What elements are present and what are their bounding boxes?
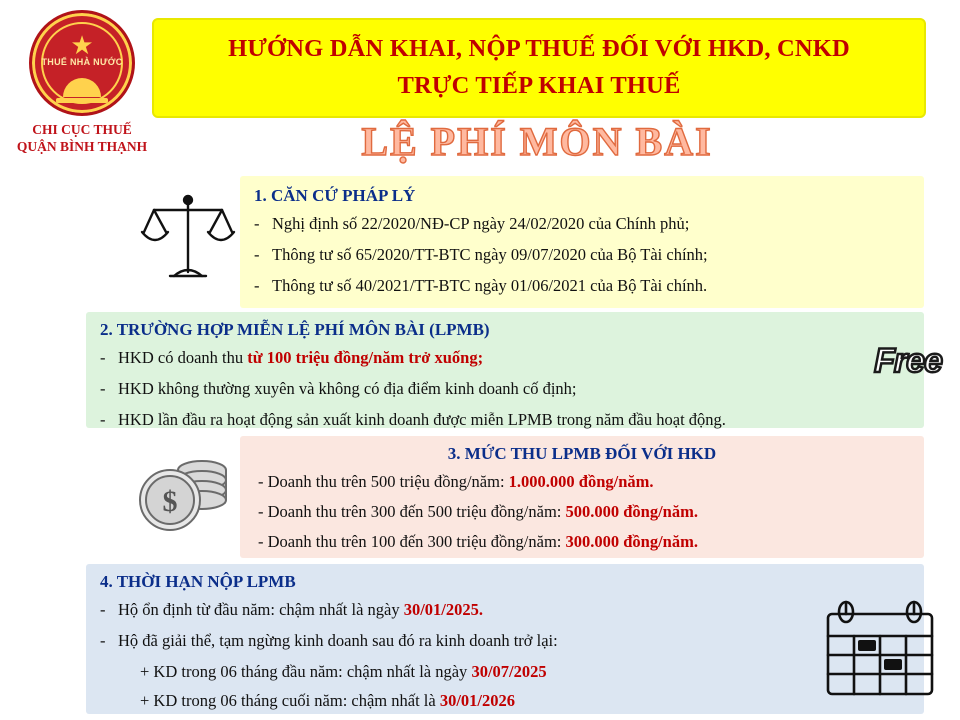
- title-line-1: HƯỚNG DẪN KHAI, NỘP THUẾ ĐỐI VỚI HKD, CNKD: [228, 35, 850, 63]
- fee-level-amount: 500.000 đồng/năm.: [565, 501, 698, 521]
- fee-level-amount: 300.000 đồng/năm.: [565, 531, 698, 551]
- exemption-item: [100, 377, 910, 401]
- exemption-text-highlight: từ 100 triệu đồng/năm trở xuống;: [247, 348, 484, 367]
- star-icon: ★: [70, 31, 94, 60]
- exemption-text: HKD không thường xuyên và không có địa điểm kinh doanh cố định;: [118, 378, 577, 398]
- exemption-item: [100, 346, 910, 370]
- deadline-sub-item: [140, 660, 910, 685]
- calendar-icon: [820, 596, 940, 700]
- exemption-text-prefix: HKD có doanh thu: [118, 348, 248, 367]
- free-badge: Free: [874, 342, 942, 380]
- fee-level-item: [254, 470, 910, 495]
- page-subtitle: LỆ PHÍ MÔN BÀI: [361, 119, 713, 164]
- fee-level-item: [254, 530, 910, 555]
- agency-name-line1: CHI CỤC THUẾ: [32, 122, 132, 137]
- deadline-date: 30/01/2025.: [403, 600, 484, 619]
- deadline-sub-prefix: + KD trong 06 tháng cuối năm: chậm nhất là: [140, 690, 440, 710]
- title-line-2: TRỰC TIẾP KHAI THUẾ: [397, 72, 681, 99]
- fee-level-prefix: - Doanh thu trên 100 đến 300 triệu đồng/năm:: [258, 531, 566, 551]
- legal-basis-text: Thông tư số 40/2021/TT-BTC ngày 01/06/2021 của Bộ Tài chính.: [272, 275, 708, 295]
- deadline-text: [118, 598, 910, 622]
- seal-text: THUẾ NHÀ NƯỚC: [41, 57, 123, 67]
- section-legal-basis: [240, 176, 924, 308]
- tax-department-seal-icon: [29, 10, 135, 116]
- page-header: [0, 0, 960, 172]
- agency-name-line2: QUẬN BÌNH THẠNH: [16, 138, 148, 154]
- fee-level-amount: 1.000.000 đồng/năm.: [508, 472, 654, 491]
- exemption-text: [118, 346, 910, 370]
- legal-basis-item: [254, 274, 910, 298]
- fee-level-item: [254, 500, 910, 525]
- section-3-title: 3. MỨC THU LPMB ĐỐI VỚI HKD: [447, 444, 717, 463]
- section-fee-levels: [240, 436, 924, 558]
- bullet-dash-icon: -: [254, 244, 260, 264]
- section-4-title: 4. THỜI HẠN NỘP LPMB: [100, 572, 296, 591]
- legal-basis-item: [254, 212, 910, 236]
- deadline-sub-prefix: + KD trong 06 tháng đầu năm: chậm nhất là ngày: [140, 661, 472, 681]
- coins-stack-icon: [132, 444, 236, 540]
- deadline-sub-date: 30/07/2025: [471, 661, 547, 681]
- exemption-item: [100, 408, 910, 432]
- section-payment-deadline: [86, 564, 924, 714]
- bullet-dash-icon: -: [100, 348, 106, 367]
- section-1-title: 1. CĂN CỨ PHÁP LÝ: [254, 186, 416, 205]
- seal-base-shape: [56, 98, 108, 103]
- bullet-dash-icon: -: [100, 630, 106, 650]
- deadline-prefix: Hộ ổn định từ đầu năm: chậm nhất là ngày: [118, 600, 404, 619]
- deadline-text: Hộ đã giải thể, tạm ngừng kinh doanh sau đó ra kinh doanh trở lại:: [118, 630, 558, 650]
- title-banner: [152, 18, 926, 118]
- section-2-title: 2. TRƯỜNG HỢP MIỄN LỆ PHÍ MÔN BÀI (LPMB): [100, 320, 490, 339]
- agency-name: [8, 122, 156, 156]
- bullet-dash-icon: -: [100, 378, 106, 398]
- bullet-dash-icon: -: [100, 409, 106, 429]
- bullet-dash-icon: -: [254, 275, 260, 295]
- balance-scale-icon: [140, 190, 236, 290]
- section-exemption-cases: [86, 312, 924, 428]
- legal-basis-item: [254, 243, 910, 267]
- fee-level-prefix: - Doanh thu trên 500 triệu đồng/năm:: [258, 472, 509, 491]
- deadline-item: [100, 629, 910, 653]
- deadline-sub-date: 30/01/2026: [439, 690, 515, 710]
- deadline-sub-item: [140, 689, 910, 714]
- legal-basis-text: Nghị định số 22/2020/NĐ-CP ngày 24/02/2020 của Chính phủ;: [272, 214, 690, 233]
- agency-logo-block: [8, 10, 156, 156]
- legal-basis-text: Thông tư số 65/2020/TT-BTC ngày 09/07/2020 của Bộ Tài chính;: [272, 244, 708, 264]
- deadline-item: [100, 598, 910, 622]
- fee-level-prefix: - Doanh thu trên 300 đến 500 triệu đồng/năm:: [258, 501, 566, 521]
- exemption-text: HKD lần đầu ra hoạt động sản xuất kinh doanh được miễn LPMB trong năm đầu hoạt động.: [118, 409, 726, 429]
- bullet-dash-icon: -: [254, 214, 260, 233]
- svg-text:$: $: [162, 485, 178, 518]
- bullet-dash-icon: -: [100, 600, 106, 619]
